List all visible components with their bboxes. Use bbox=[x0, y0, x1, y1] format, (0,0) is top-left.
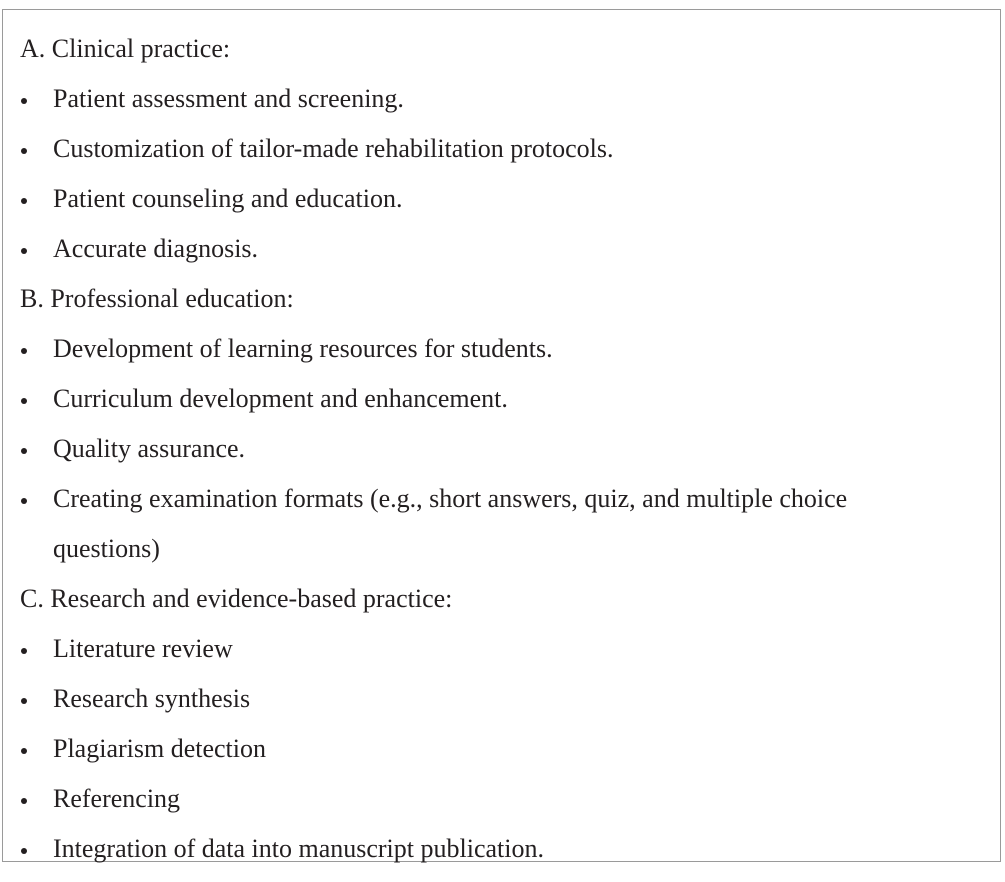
list-item-text: Curriculum development and enhancement. bbox=[53, 384, 508, 413]
list-item-text: Development of learning resources for students. bbox=[53, 334, 553, 363]
list-item-text: Referencing bbox=[53, 784, 181, 813]
list-item-text: Integration of data into manuscript publication. bbox=[53, 834, 544, 863]
list-item bbox=[20, 374, 980, 424]
list-item bbox=[20, 424, 980, 474]
list-item-text: Accurate diagnosis. bbox=[53, 234, 259, 263]
list-item bbox=[20, 224, 980, 274]
list-item bbox=[20, 724, 980, 774]
list-item bbox=[20, 624, 980, 674]
list-item-text: Quality assurance. bbox=[53, 434, 246, 463]
list-item-text: Patient assessment and screening. bbox=[53, 84, 404, 113]
list-item-text: Research synthesis bbox=[53, 684, 251, 713]
list-item-text: Literature review bbox=[53, 634, 233, 663]
section-heading-clinical-practice: A. Clinical practice: bbox=[20, 34, 231, 63]
list-item-text: Plagiarism detection bbox=[53, 734, 267, 763]
list-item bbox=[20, 124, 980, 174]
list-item-text: Customization of tailor-made rehabilitation protocols. bbox=[53, 134, 614, 163]
applications-list bbox=[20, 24, 980, 874]
list-item bbox=[20, 474, 913, 574]
list-item bbox=[20, 74, 980, 124]
list-item bbox=[20, 774, 980, 824]
list-item-text: Creating examination formats (e.g., short answers, quiz, and multiple choice questions) bbox=[53, 484, 848, 563]
section-heading-professional-education: B. Professional education: bbox=[20, 284, 294, 313]
list-item-text: Patient counseling and education. bbox=[53, 184, 403, 213]
list-item bbox=[20, 174, 980, 224]
content-box bbox=[2, 9, 1001, 862]
list-item bbox=[20, 324, 980, 374]
list-item bbox=[20, 674, 980, 724]
list-item bbox=[20, 824, 980, 874]
section-heading-research-practice: C. Research and evidence-based practice: bbox=[20, 584, 453, 613]
